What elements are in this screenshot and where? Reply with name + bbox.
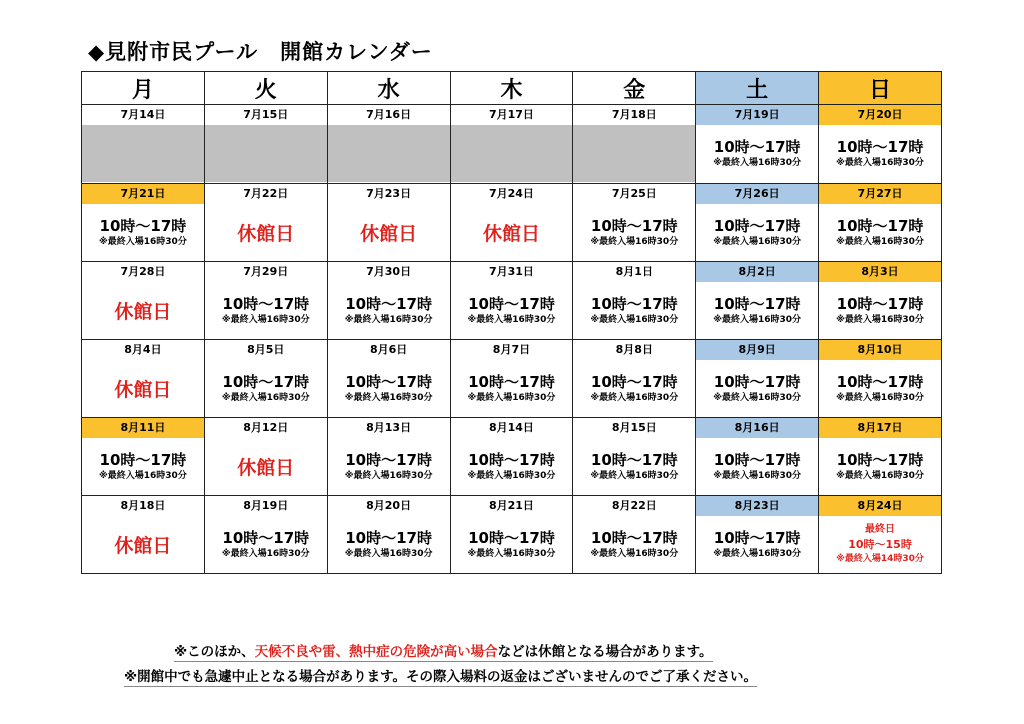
hours-text: 10時～17時 (836, 451, 924, 469)
weekday-wed: 水 (327, 72, 450, 105)
last-entry-note: ※最終入場16時30分 (221, 393, 310, 403)
last-entry-note: ※最終入場16時30分 (344, 549, 433, 559)
day-date: 8月11日 (82, 418, 204, 438)
last-entry-note: ※最終入場16時30分 (590, 315, 679, 325)
hours-text: 10時～17時 (99, 451, 187, 469)
open-hours (328, 516, 450, 573)
last-entry-note: ※最終入場16時30分 (836, 237, 924, 247)
hours-text: 10時～17時 (713, 217, 801, 235)
day-date: 7月18日 (611, 108, 657, 121)
hours-text: 10時～17時 (99, 217, 187, 235)
day-date: 8月2日 (696, 262, 818, 282)
day-date: 8月22日 (611, 499, 657, 512)
footer-note-cancellation: ※開館中でも急遽中止となる場合があります。その際入場料の返金はございませんのでご了承ください。 (124, 665, 757, 687)
day-cell (450, 340, 573, 418)
open-hours (82, 204, 204, 261)
last-entry-note: ※最終入場16時30分 (590, 471, 679, 481)
hours-text: 10時～17時 (345, 529, 432, 547)
day-date: 7月16日 (366, 108, 412, 121)
open-hours (696, 360, 818, 417)
last-entry-note: ※最終入場16時30分 (713, 549, 802, 559)
day-cell (573, 105, 696, 184)
week-row (82, 496, 942, 574)
day-date: 8月19日 (243, 499, 289, 512)
weekday-sun: 日 (819, 72, 942, 105)
day-cell (82, 418, 205, 496)
open-hours (696, 125, 818, 182)
no-session-block (205, 125, 327, 182)
day-cell (450, 496, 573, 574)
final-day-hours (819, 516, 941, 573)
last-entry-note: ※最終入場16時30分 (590, 393, 679, 403)
open-hours (328, 282, 450, 339)
last-entry-note: ※最終入場16時30分 (713, 237, 802, 247)
closed-label: 休館日 (237, 223, 295, 245)
day-cell (327, 105, 450, 184)
footer-note-weather (174, 640, 713, 662)
day-date: 8月20日 (366, 499, 412, 512)
open-hours (451, 516, 573, 573)
weekday-tue: 火 (204, 72, 327, 105)
day-cell (696, 262, 819, 340)
last-entry-note: ※最終入場16時30分 (713, 158, 802, 168)
last-entry-note: ※最終入場16時30分 (836, 315, 924, 325)
day-date: 7月17日 (488, 108, 534, 121)
day-date: 8月6日 (369, 343, 408, 356)
day-date: 7月31日 (488, 265, 534, 278)
last-entry-note: ※最終入場16時30分 (344, 393, 433, 403)
day-cell (204, 340, 327, 418)
last-entry-note: ※最終入場16時30分 (836, 393, 924, 403)
day-cell (82, 496, 205, 574)
day-cell (573, 262, 696, 340)
no-session-block (82, 125, 204, 182)
day-date: 7月29日 (243, 265, 289, 278)
hours-text: 10時～17時 (345, 451, 432, 469)
hours-text: 10時～17時 (836, 138, 924, 156)
hours-text: 10時～17時 (468, 295, 555, 313)
day-cell (696, 496, 819, 574)
day-date: 8月16日 (696, 418, 818, 438)
day-date: 7月28日 (120, 265, 166, 278)
no-session-block (573, 125, 695, 182)
week-row (82, 184, 942, 262)
day-cell (82, 105, 205, 184)
hours-text: 10時～17時 (345, 295, 432, 313)
open-hours (82, 438, 204, 495)
hours-text: 10時～17時 (468, 373, 555, 391)
footer-note-weather-warning: 天候不良や雷、熱中症の危険が高い場合 (254, 644, 498, 660)
day-date: 7月15日 (243, 108, 289, 121)
open-hours (819, 360, 941, 417)
day-date: 7月20日 (819, 105, 941, 125)
open-hours (451, 282, 573, 339)
calendar-table (81, 71, 942, 574)
final-last-entry-note: ※最終入場14時30分 (836, 554, 924, 564)
last-entry-note: ※最終入場16時30分 (99, 471, 187, 481)
open-hours (573, 516, 695, 573)
day-cell (327, 496, 450, 574)
day-cell (204, 184, 327, 262)
day-cell (573, 418, 696, 496)
day-date: 8月17日 (819, 418, 941, 438)
open-hours (205, 360, 327, 417)
day-date: 8月24日 (819, 496, 941, 516)
last-entry-note: ※最終入場16時30分 (590, 237, 679, 247)
last-entry-note: ※最終入場16時30分 (713, 393, 802, 403)
day-cell (450, 418, 573, 496)
day-date: 7月22日 (243, 187, 289, 200)
day-cell (819, 105, 942, 184)
day-cell (573, 340, 696, 418)
closed-label: 休館日 (482, 223, 540, 245)
day-cell (819, 262, 942, 340)
open-hours (205, 282, 327, 339)
day-cell (82, 340, 205, 418)
weekday-sat: 土 (696, 72, 819, 105)
last-entry-note: ※最終入場16時30分 (590, 549, 679, 559)
footer-note-weather-post: などは休館となる場合があります。 (497, 644, 713, 660)
week-row (82, 340, 942, 418)
last-entry-note: ※最終入場16時30分 (713, 315, 802, 325)
day-date: 8月13日 (366, 421, 412, 434)
no-session-block (451, 125, 573, 182)
day-date: 8月8日 (615, 343, 653, 356)
day-date: 8月14日 (488, 421, 534, 434)
last-entry-note: ※最終入場16時30分 (99, 237, 187, 247)
open-hours (328, 360, 450, 417)
day-cell (82, 262, 205, 340)
open-hours (451, 438, 573, 495)
open-hours (696, 204, 818, 261)
hours-text: 10時～17時 (590, 373, 678, 391)
last-entry-note: ※最終入場16時30分 (221, 549, 310, 559)
open-hours (819, 125, 941, 182)
last-entry-note: ※最終入場16時30分 (467, 315, 556, 325)
no-session-block (328, 125, 450, 182)
day-cell (819, 184, 942, 262)
weekday-mon: 月 (82, 72, 205, 105)
day-cell (696, 105, 819, 184)
last-entry-note: ※最終入場16時30分 (467, 549, 556, 559)
closed-label: 休館日 (237, 457, 295, 479)
day-date: 8月7日 (492, 343, 531, 356)
day-date: 7月24日 (488, 187, 534, 200)
day-date: 8月1日 (615, 265, 653, 278)
hours-text: 10時～17時 (222, 295, 310, 313)
hours-text: 10時～17時 (713, 138, 801, 156)
day-cell (573, 184, 696, 262)
hours-text: 10時～17時 (468, 529, 555, 547)
open-hours (819, 282, 941, 339)
day-cell (450, 184, 573, 262)
day-cell (696, 340, 819, 418)
open-hours (573, 438, 695, 495)
last-entry-note: ※最終入場16時30分 (467, 471, 556, 481)
day-date: 7月21日 (82, 184, 204, 204)
hours-text: 10時～17時 (222, 529, 310, 547)
hours-text: 10時～17時 (590, 529, 678, 547)
last-entry-note: ※最終入場16時30分 (221, 315, 310, 325)
day-date: 7月30日 (366, 265, 412, 278)
day-date: 8月18日 (120, 499, 166, 512)
open-hours (819, 204, 941, 261)
footer-note-weather-pre: ※このほか、 (174, 644, 255, 660)
day-cell (204, 418, 327, 496)
last-entry-note: ※最終入場16時30分 (713, 471, 802, 481)
hours-text: 10時～17時 (345, 373, 432, 391)
day-date: 8月3日 (819, 262, 941, 282)
hours-text: 10時～17時 (590, 217, 678, 235)
closed-label: 休館日 (114, 535, 172, 557)
week-row (82, 262, 942, 340)
hours-text: 10時～17時 (713, 373, 801, 391)
weekday-fri: 金 (573, 72, 696, 105)
week-row (82, 105, 942, 184)
page-title: ◆見附市民プール 開館カレンダー (88, 40, 433, 64)
weekday-thu: 木 (450, 72, 573, 105)
open-hours (819, 438, 941, 495)
day-cell (82, 184, 205, 262)
open-hours (573, 204, 695, 261)
day-cell (327, 340, 450, 418)
day-cell (204, 496, 327, 574)
day-date: 7月23日 (366, 187, 412, 200)
day-date: 8月23日 (696, 496, 818, 516)
day-date: 7月26日 (696, 184, 818, 204)
day-cell (327, 262, 450, 340)
open-hours (573, 282, 695, 339)
day-date: 8月9日 (696, 340, 818, 360)
day-date: 7月25日 (611, 187, 657, 200)
day-cell (450, 105, 573, 184)
day-date: 8月10日 (819, 340, 941, 360)
hours-text: 10時～17時 (713, 529, 801, 547)
week-row (82, 418, 942, 496)
open-hours (696, 282, 818, 339)
day-date: 8月12日 (243, 421, 289, 434)
day-cell (819, 496, 942, 574)
last-entry-note: ※最終入場16時30分 (344, 315, 433, 325)
open-hours (451, 360, 573, 417)
weekday-header-row (82, 72, 942, 105)
closed-label: 休館日 (360, 223, 418, 245)
closed-label: 休館日 (114, 301, 172, 323)
hours-text: 10時～17時 (590, 451, 678, 469)
day-date: 8月4日 (124, 343, 162, 356)
hours-text: 10時～17時 (836, 217, 924, 235)
closed-label: 休館日 (114, 379, 172, 401)
hours-text: 10時～17時 (468, 451, 555, 469)
hours-text: 10時～17時 (713, 295, 801, 313)
day-cell (819, 340, 942, 418)
day-cell (819, 418, 942, 496)
day-date: 8月5日 (247, 343, 285, 356)
day-date: 7月14日 (120, 108, 166, 121)
day-cell (327, 418, 450, 496)
day-cell (696, 184, 819, 262)
last-entry-note: ※最終入場16時30分 (467, 393, 556, 403)
day-date: 8月21日 (488, 499, 534, 512)
day-cell (327, 184, 450, 262)
day-cell (204, 105, 327, 184)
final-hours-text: 10時～15時 (848, 538, 912, 551)
hours-text: 10時～17時 (836, 373, 924, 391)
hours-text: 10時～17時 (590, 295, 678, 313)
open-hours (205, 516, 327, 573)
day-date: 8月15日 (611, 421, 657, 434)
hours-text: 10時～17時 (836, 295, 924, 313)
final-day-label: 最終日 (865, 524, 896, 535)
open-hours (696, 516, 818, 573)
day-cell (204, 262, 327, 340)
day-cell (696, 418, 819, 496)
day-cell (450, 262, 573, 340)
last-entry-note: ※最終入場16時30分 (344, 471, 433, 481)
open-hours (696, 438, 818, 495)
day-date: 7月19日 (696, 105, 818, 125)
hours-text: 10時～17時 (713, 451, 801, 469)
day-cell (573, 496, 696, 574)
open-hours (328, 438, 450, 495)
day-date: 7月27日 (819, 184, 941, 204)
last-entry-note: ※最終入場16時30分 (836, 158, 924, 168)
hours-text: 10時～17時 (222, 373, 310, 391)
open-hours (573, 360, 695, 417)
last-entry-note: ※最終入場16時30分 (836, 471, 924, 481)
